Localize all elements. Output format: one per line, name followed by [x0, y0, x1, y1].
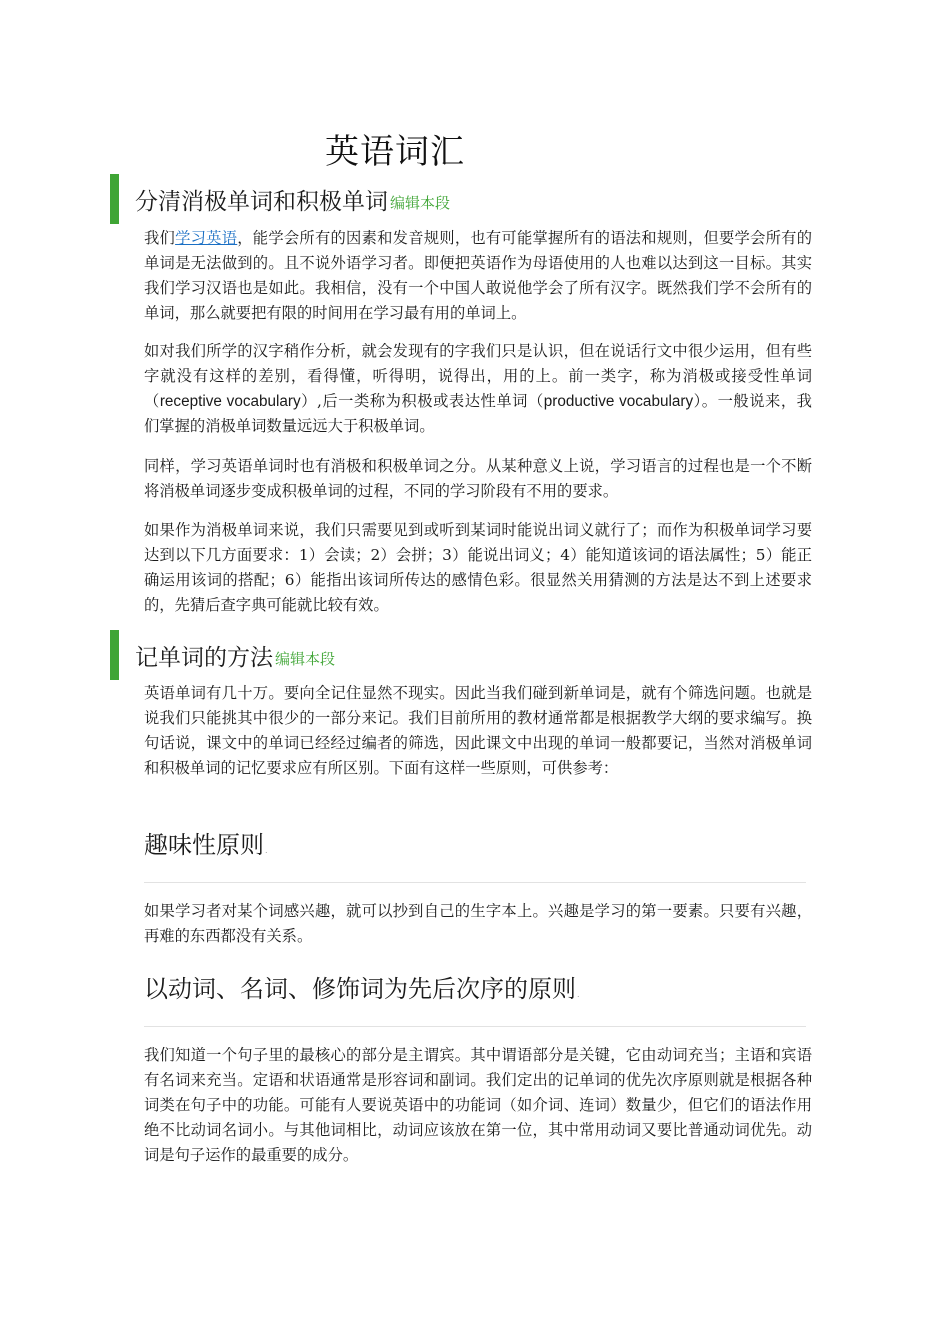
paragraph-text: 如果作为消极单词来说，我们只需要见到或听到某词时能说出词义就行了；而作为积极单词学习要达到以下几方面要求：1）会读；2）会拼；3）能说出词义；4）能知道该词的语法属性；5）能正确运用该词的搭配；6）能指出该词所传达的感情色彩。很显然关用猜测的方法是达不到上述要求的，先猜后查字典可能就比较有效。	[144, 521, 812, 614]
paragraph-text: ）,后一类称为积极或表达性单词（	[300, 392, 544, 410]
paragraph-text: ，能学会所有的因素和发音规则，也有可能掌握所有的语法和规则，但要学会所有的单词是无法做到的。且不说外语学习者。即便把英语作为母语使用的人也难以达到这一目标。其实我们学习汉语也是如此。我相信，没有一个中国人敢说他学会了所有汉字。既然我们学不会所有的单词，那么就要把有限的时间用在学习最有用的单词上。	[144, 229, 812, 322]
page-title: 英语词汇	[325, 132, 465, 172]
paragraph-mark: .	[265, 846, 268, 855]
paragraph	[144, 518, 812, 618]
paragraph	[144, 339, 812, 439]
learn-english-link[interactable]: 学习英语	[175, 229, 238, 247]
paragraph-text: 如对我们所学的汉字稍作分析，就会发现有的字我们只是认识，但在说话行文中很少运用，但有些字就没有这样的差别，看得懂，听得明，说得出，用的上。前一类字，称为消极或接受性单词（	[144, 342, 812, 410]
principle-heading-text: 趣味性原则	[144, 831, 264, 859]
principle-heading-word-order	[144, 972, 580, 1012]
term-receptive-vocabulary: receptive vocabulary	[159, 393, 301, 410]
section-heading-text: 记单词的方法	[135, 644, 273, 671]
paragraph-text: 我们知道一个句子里的最核心的部分是主谓宾。其中谓语部分是关键，它由动词充当；主语和宾语有名词来充当。定语和状语通常是形容词和副词。我们定出的记单词的优先次序原则就是根据各种词类在句子中的功能。可能有人要说英语中的功能词（如介词、连词）数量少，但它们的语法作用绝不比动词名词小。与其他词相比，动词应该放在第一位，其中常用动词又要比普通动词优先。动词是句子运作的最重要的成分。	[144, 1046, 812, 1164]
principle-heading-text: 以动词、名词、修饰词为先后次序的原则	[144, 975, 576, 1003]
paragraph	[144, 1043, 812, 1168]
paragraph-text: 我们	[144, 229, 176, 247]
principle-heading-interest	[144, 828, 268, 868]
edit-section-link[interactable]: 编辑本段	[390, 193, 451, 212]
paragraph-mark: .	[577, 990, 580, 999]
paragraph-text: 同样，学习英语单词时也有消极和积极单词之分。从某种意义上说，学习语言的过程也是一个不断将消极单词逐步变成积极单词的过程，不同的学习阶段有不用的要求。	[144, 457, 812, 500]
paragraph	[144, 681, 812, 781]
paragraph-text: ）。一般说来，我们掌握的消极单词数量远远大于积极单词。	[144, 392, 812, 435]
edit-section-link[interactable]: 编辑本段	[275, 649, 336, 668]
paragraph	[144, 899, 812, 949]
section-heading-memorize-methods	[110, 630, 335, 680]
divider	[144, 1026, 806, 1027]
term-productive-vocabulary: productive vocabulary	[543, 393, 694, 410]
section-heading-receptive-productive	[110, 174, 450, 224]
paragraph	[144, 226, 812, 326]
section-accent-bar	[110, 174, 119, 224]
paragraph	[144, 454, 812, 504]
paragraph-text: 英语单词有几十万。要向全记住显然不现实。因此当我们碰到新单词是，就有个筛选问题。也就是说我们只能挑其中很少的一部分来记。我们目前所用的教材通常都是根据教学大纲的要求编写。换句话说，课文中的单词已经经过编者的筛选，因此课文中出现的单词一般都要记，当然对消极单词和积极单词的记忆要求应有所区别。下面有这样一些原则，可供参考：	[144, 684, 812, 777]
section-heading-text: 分清消极单词和积极单词	[135, 188, 388, 215]
paragraph-text: 如果学习者对某个词感兴趣，就可以抄到自己的生字本上。兴趣是学习的第一要素。只要有兴趣，再难的东西都没有关系。	[144, 902, 812, 945]
section-accent-bar	[110, 630, 119, 680]
divider	[144, 882, 806, 883]
